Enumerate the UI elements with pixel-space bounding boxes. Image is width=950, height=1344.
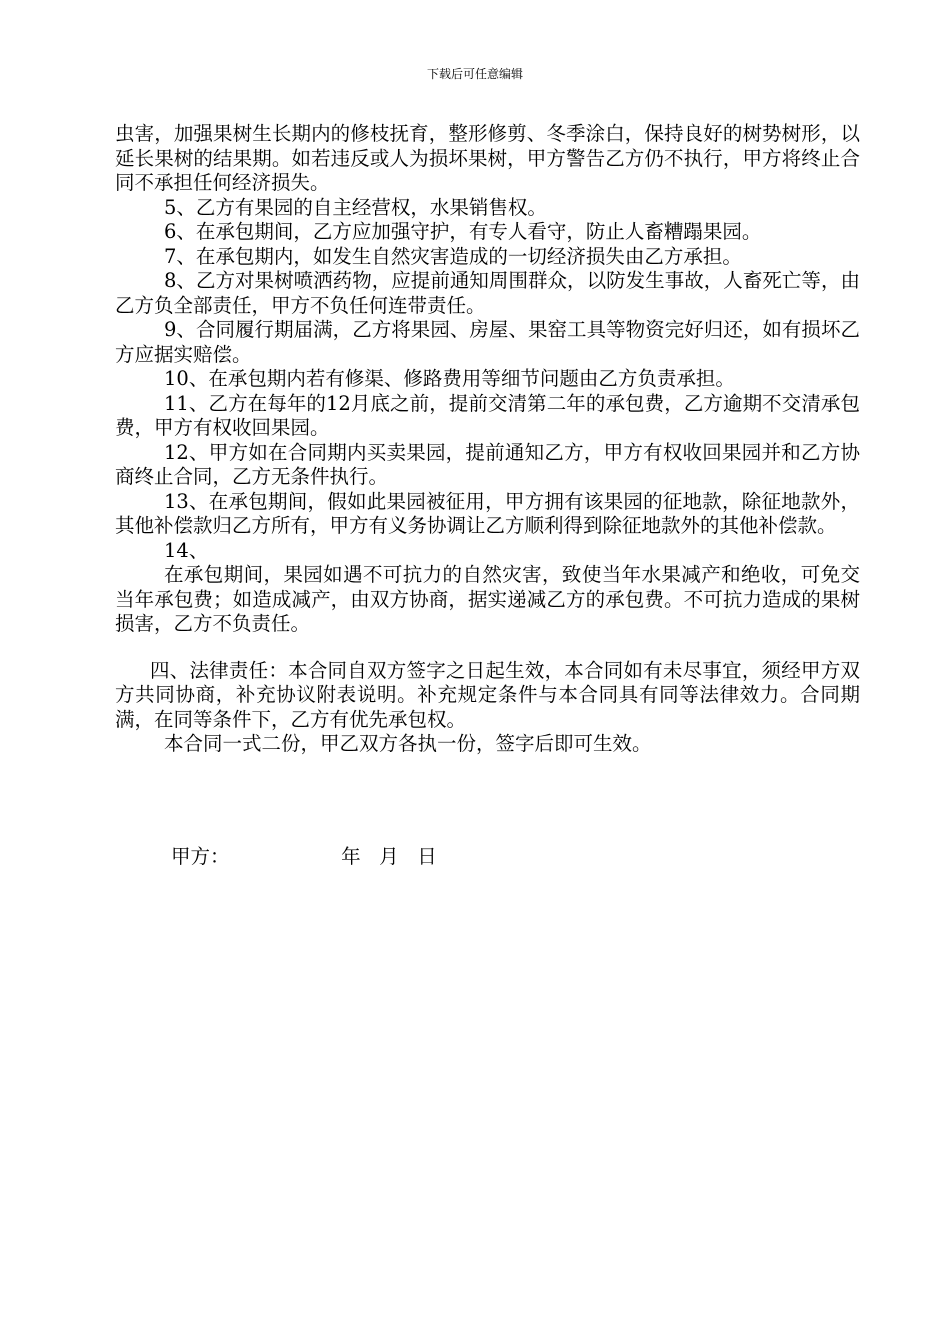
paragraph-pest-control: 虫害，加强果树生长期内的修枝抚育，整形修剪、冬季涂白，保持良好的树势树形，以延长果树的结果期。如若违反或人为损坏果树，甲方警告乙方仍不执行，甲方将终止合同不承担任何经济损失。	[115, 122, 860, 194]
signature-line-party-a: 甲方： 年 月 日	[171, 845, 437, 868]
clause-14-text: 在承包期间，果园如遇不可抗力的自然灾害，致使当年水果减产和绝收，可免交当年承包费；如造成减产，由双方协商，据实递减乙方的承包费。不可抗力造成的果树损害，乙方不负责任。	[115, 563, 860, 635]
clause-10: 10、在承包期内若有修渠、修路费用等细节问题由乙方负责承担。	[164, 367, 735, 390]
legal-responsibility-section: 四、法律责任：本合同自双方签字之日起生效，本合同如有未尽事宜，须经甲方双方共同协商，补充协议附表说明。补充规定条件与本合同具有同等法律效力。合同期满，在同等条件下，乙方有优先承包权。	[115, 658, 860, 731]
clause-7: 7、在承包期内，如发生自然灾害造成的一切经济损失由乙方承担。	[164, 244, 742, 268]
clause-9: 9、合同履行期届满，乙方将果园、房屋、果窑工具等物资完好归还，如有损坏乙方应据实赔偿。	[115, 318, 860, 366]
page-header-note: 下载后可任意编辑	[426, 67, 523, 81]
contract-body	[115, 122, 860, 757]
clause-14-number: 14、	[164, 538, 209, 562]
clause-13: 13、在承包期间，假如此果园被征用，甲方拥有该果园的征地款，除征地款外，其他补偿款归乙方所有，甲方有义务协调让乙方顺利得到除征地款外的其他补偿款。	[115, 489, 860, 537]
clause-11: 11、乙方在每年的12月底之前，提前交清第二年的承包费，乙方逾期不交清承包费，甲方有权收回果园。	[115, 391, 860, 439]
clause-5: 5、乙方有果园的自主经营权，水果销售权。	[164, 195, 547, 219]
copies-statement: 本合同一式二份，甲乙双方各执一份，签字后即可生效。	[164, 732, 652, 755]
clause-6: 6、在承包期间，乙方应加强守护，有专人看守，防止人畜糟蹋果园。	[164, 220, 762, 243]
clause-8: 8、乙方对果树喷洒药物，应提前通知周围群众，以防发生事故，人畜死亡等，由乙方负全部责任，甲方不负任何连带责任。	[115, 269, 860, 317]
clause-12: 12、甲方如在合同期内买卖果园，提前通知乙方，甲方有权收回果园并和乙方协商终止合同，乙方无条件执行。	[115, 440, 860, 488]
paragraph-gap	[115, 637, 860, 659]
